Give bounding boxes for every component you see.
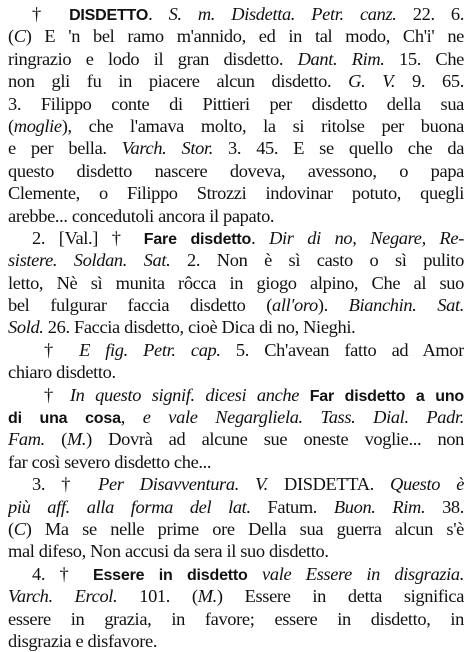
entry-line — [8, 70, 464, 92]
entry-line — [8, 137, 464, 159]
text-run: † — [44, 384, 70, 405]
entry-line — [8, 339, 464, 361]
bold-term: Fare disdetto — [143, 230, 252, 248]
entry-line — [8, 272, 464, 294]
text-run: bel fulgurar faccia disdetto ( — [8, 295, 273, 316]
italic-text: E fig. Petr. cap. — [79, 339, 221, 360]
italic-text: M. — [66, 429, 87, 450]
text-run: ( — [8, 115, 14, 136]
text-run: disgrazia e disfavore. — [8, 630, 158, 651]
italic-text: M. — [197, 586, 217, 607]
entry-line — [8, 384, 464, 406]
text-run: e per bella. — [8, 138, 122, 159]
italic-text: moglie — [13, 115, 62, 136]
bold-term: di una cosa — [8, 410, 121, 428]
text-run: far così severo disdetto che... — [8, 451, 212, 472]
text-run: 22. 6. — [396, 4, 464, 24]
text-run: ) Essere in detta significa — [216, 586, 464, 607]
italic-text: Sold. — [8, 317, 44, 338]
italic-text: e vale Negargliela. Tass. Dial. Padr. — [142, 407, 464, 428]
italic-text: Questo è — [390, 474, 464, 495]
italic-text: S. m. Disdetta. Petr. canz. — [168, 4, 397, 24]
entry-line — [8, 205, 464, 227]
entry-line — [8, 585, 464, 607]
entry-line — [8, 406, 464, 428]
text-run: ( — [8, 518, 14, 539]
text-run: † — [32, 4, 70, 24]
entry-line — [8, 563, 464, 585]
entry-line — [8, 160, 464, 182]
text-run: . — [148, 4, 169, 24]
text-run: non gli fu in piacere alcun disdetto. — [8, 71, 349, 92]
entry-line — [8, 496, 464, 518]
text-run: 9. 65. — [395, 71, 464, 92]
italic-text: C — [13, 518, 26, 539]
italic-text: sistere. Soldan. Sat. — [8, 250, 171, 271]
text-run: mal difeso, Non accusi da sera il suo disdetto. — [8, 541, 329, 562]
text-run: ) E 'n bel ramo m'annido, ed in tal modo, Ch'i' ne — [25, 26, 464, 47]
entry-line — [8, 93, 464, 115]
text-run: ) Ma se nelle prime ore Della sua guerra alcun s'è — [25, 518, 464, 539]
entry-line — [8, 608, 464, 630]
text-run: 5. Ch'avean fatto ad Amor — [220, 339, 464, 360]
italic-text: all'oro — [272, 295, 318, 316]
italic-text: C — [13, 26, 26, 47]
text-run: ) Dovrà ad alcune sue oneste voglie... non — [86, 429, 464, 450]
text-run: ), che l'amava molto, la si ritolse per buona — [61, 115, 464, 136]
text-run: , — [120, 407, 143, 428]
text-run: ringrazio e lodo il gran disdetto. — [8, 48, 298, 69]
text-run: ( — [44, 429, 67, 450]
italic-text: In questo signif. dicesi anche — [69, 384, 310, 405]
text-run: 4. † — [32, 563, 93, 584]
entry-line — [8, 316, 464, 338]
entry-line — [8, 473, 464, 495]
text-run: † — [44, 339, 80, 360]
text-run — [248, 564, 262, 584]
entry-line — [8, 249, 464, 271]
text-run: ( — [8, 26, 14, 47]
text-run: 2. [Val.] † — [32, 227, 144, 248]
bold-term: Far disdetto a uno — [309, 387, 464, 405]
italic-text: Dant. Rim. — [297, 48, 385, 69]
text-run: 15. Che — [384, 48, 464, 69]
text-run: 3. Filippo conte di Pittieri per disdetto della sua — [8, 93, 464, 114]
text-run: 3. 45. E se quello che da — [212, 138, 464, 159]
text-run: . — [251, 227, 270, 248]
entry-line — [8, 428, 464, 450]
entry-line — [8, 294, 464, 316]
text-run: ). — [317, 295, 349, 316]
italic-text: più aff. alla forma del lat. — [8, 496, 251, 517]
entry-line — [8, 48, 464, 70]
bold-term: DISDETTO — [69, 7, 149, 24]
text-run: arebbe... concedutoli ancora il papato. — [8, 205, 275, 226]
italic-text: Fam. — [8, 429, 45, 450]
text-run: 26. Faccia disdetto, cioè Dica di no, Nieghi. — [43, 317, 356, 338]
italic-text: Bianchin. Sat. — [348, 295, 464, 316]
italic-text: Per Disavventura. V. — [98, 474, 268, 495]
entry-line — [8, 361, 464, 383]
text-run: letto, Nè sì munita rôcca in giogo alpino, Che al suo — [8, 272, 464, 293]
text-run: 2. Non è sì casto o sì pulito — [170, 250, 464, 271]
entry-line — [8, 227, 464, 249]
entry-line — [8, 540, 464, 562]
entry-line — [8, 25, 464, 47]
text-run: Fatum. — [250, 496, 334, 517]
italic-text: Dir di no, Negare, Re- — [269, 227, 464, 248]
text-run: Clemente, o Filippo Strozzi indovinar potuto, quegli — [8, 183, 464, 204]
italic-text: Varch. Stor. — [121, 138, 213, 159]
text-run: 101. ( — [117, 586, 198, 607]
text-run: questo disdetto nascere doveva, avessono, o papa — [8, 160, 464, 181]
entry-line — [8, 630, 464, 652]
italic-text: Varch. Ercol. — [8, 586, 118, 607]
text-run: chiaro disdetto. — [8, 362, 116, 383]
bold-term: Essere in disdetto — [93, 566, 248, 584]
entry-line — [8, 115, 464, 137]
text-run: essere in grazia, in favore; essere in disdetto, in — [8, 608, 464, 629]
text-run: 3. † — [32, 474, 99, 495]
text-run: 38. — [425, 496, 464, 517]
italic-text: vale Essere in disgrazia. — [262, 563, 464, 584]
entry-line — [8, 182, 464, 204]
italic-text: G. V. — [348, 71, 396, 92]
italic-text: Buon. Rim. — [333, 496, 426, 517]
entry-line — [8, 3, 464, 25]
entry-line — [8, 451, 464, 473]
entry-line — [8, 518, 464, 540]
text-run: DISDETTA. — [267, 474, 391, 495]
